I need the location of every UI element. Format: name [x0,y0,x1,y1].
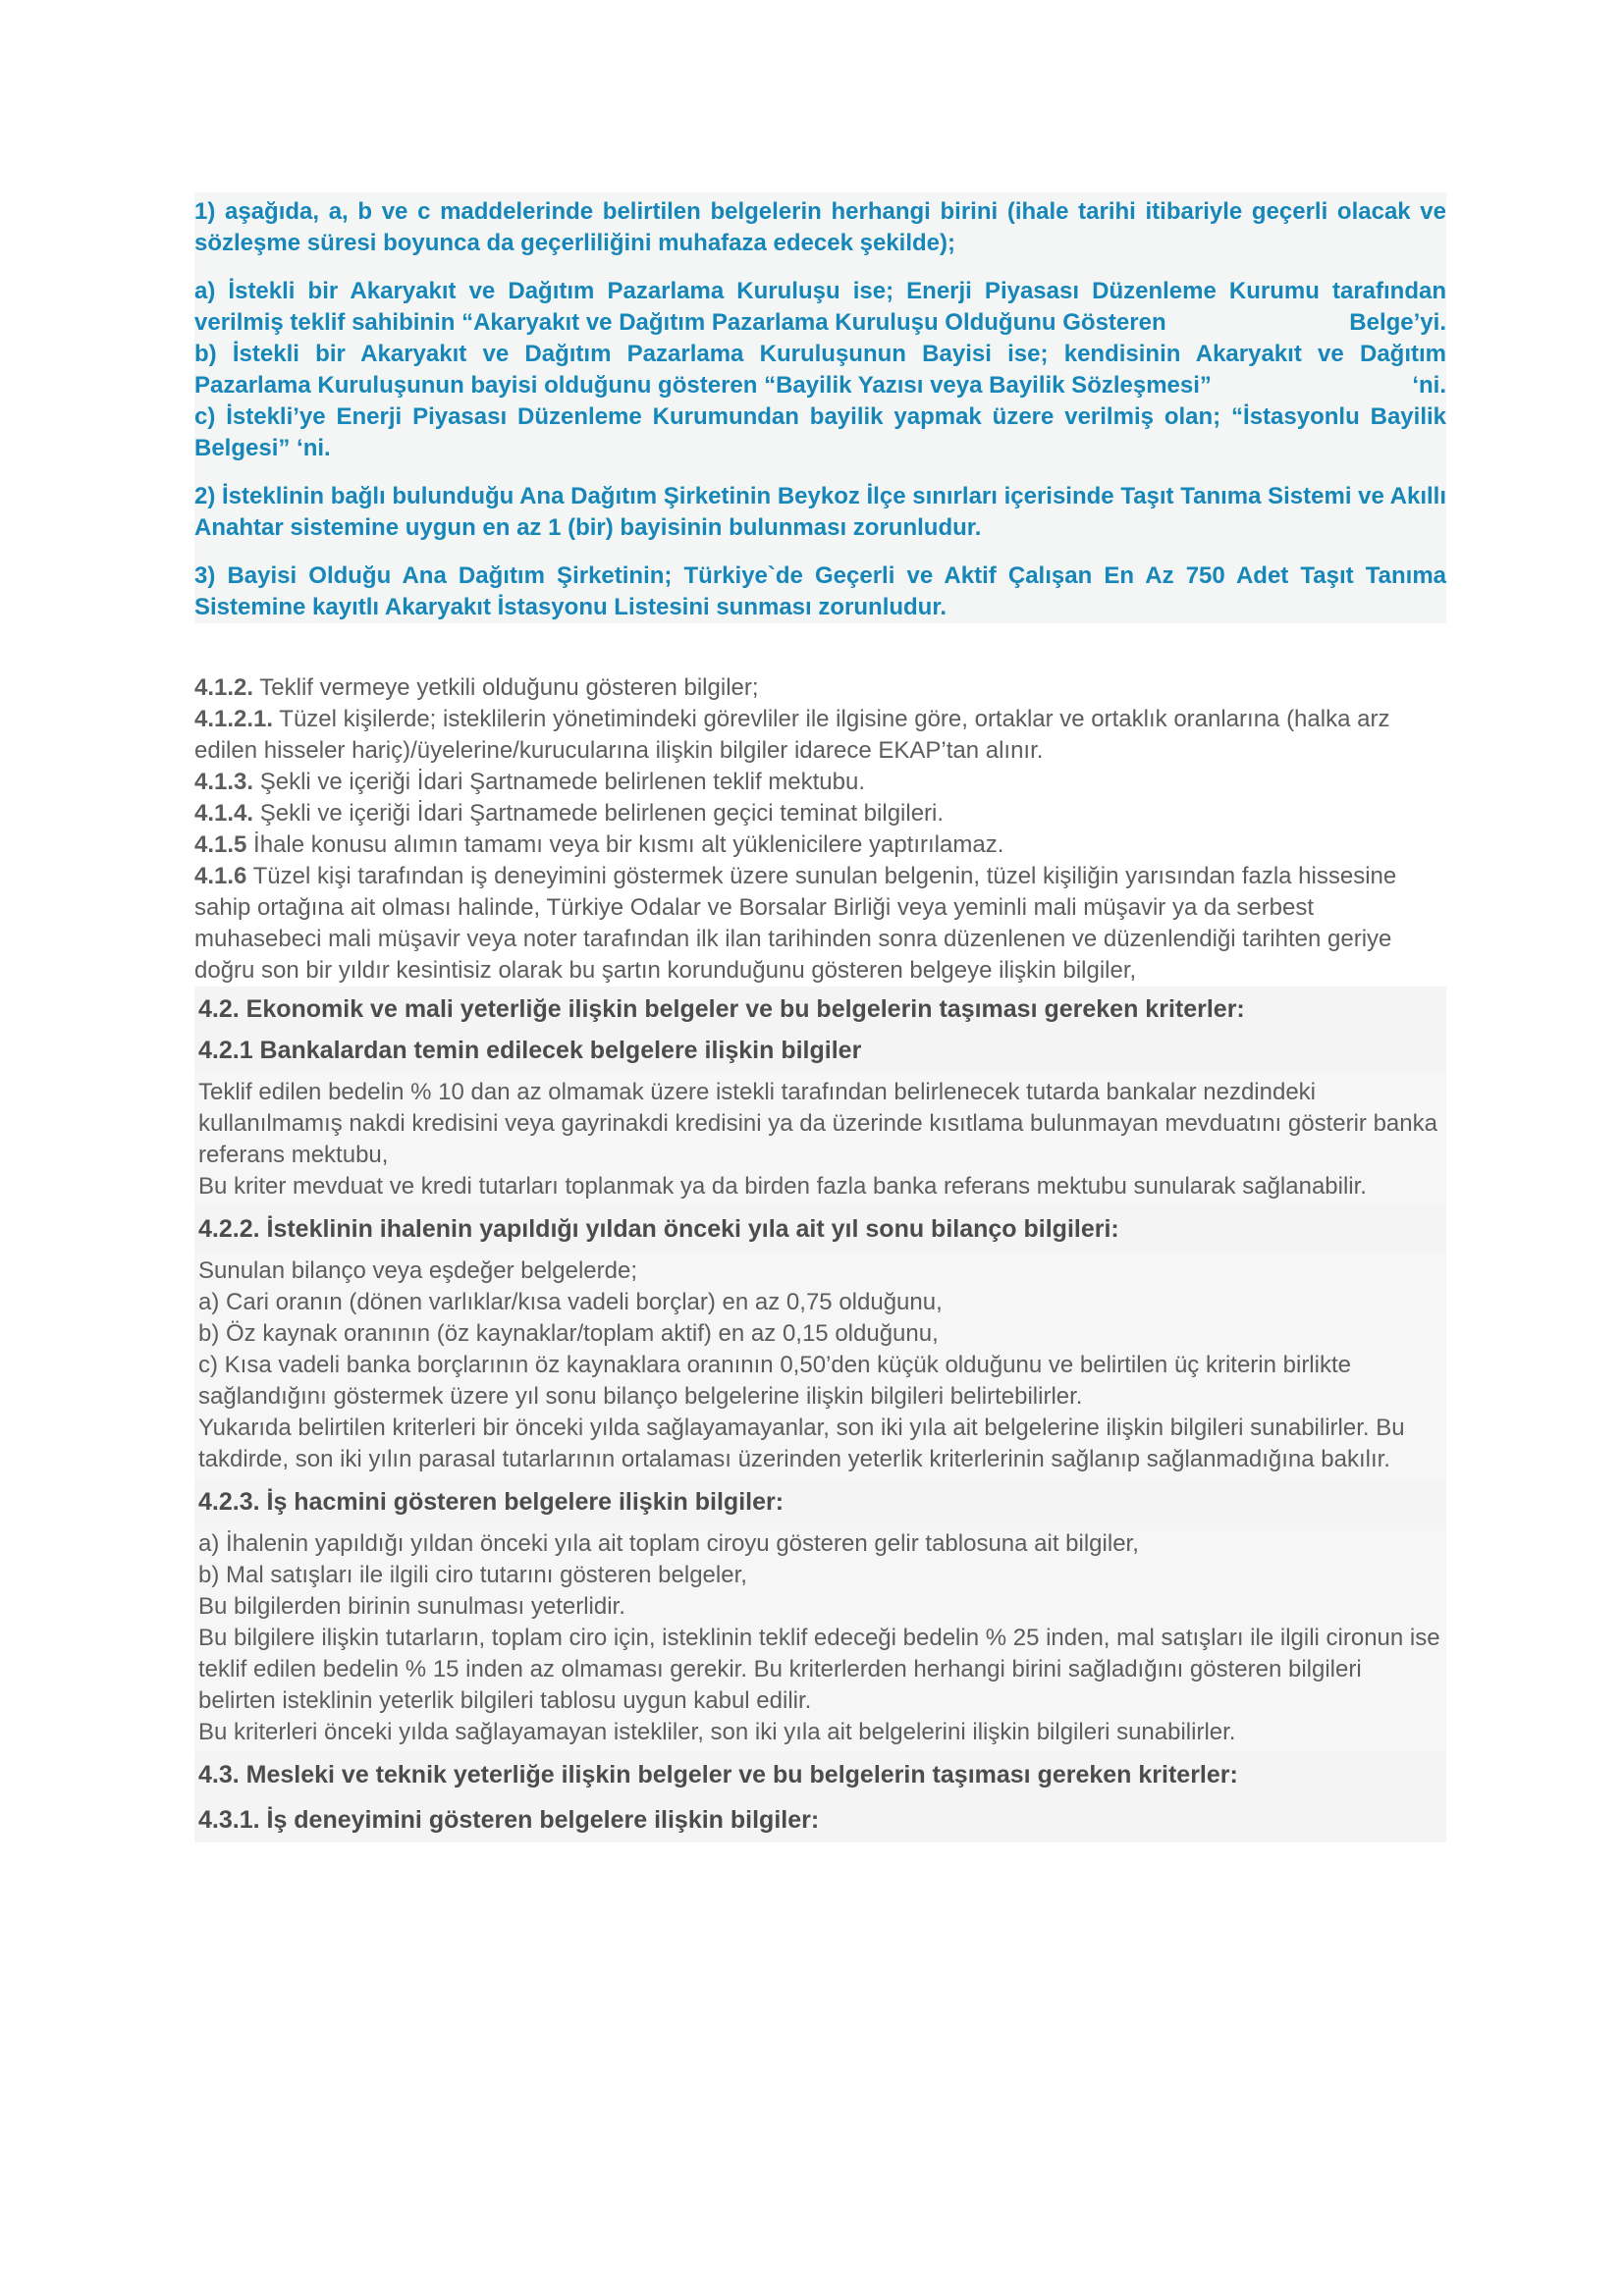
para-4-2-3-b: b) Mal satışları ile ilgili ciro tutarını gösteren belgeler, [198,1562,747,1588]
section-4-2 [194,987,1446,1752]
item-c: c) İstekli’ye Enerji Piyasası Düzenleme Kurumundan bayilik yapmak üzere verilmiş olan; “İstasyonlu Bayilik Belgesi” ‘ni. [194,403,1446,461]
item-3: 3) Bayisi Olduğu Ana Dağıtım Şirketinin; Türkiye`de Geçerli ve Aktif Çalışan En Az 750 Adet Taşıt Tanıma Sistemine kayıtlı Akaryakıt İstasyonu Listesini sunması zorunludur. [194,562,1446,620]
clause-4-1-3: 4.1.3. Şekli ve içeriği İdari Şartnamede belirlenen teklif mektubu. [194,769,866,795]
heading-4-2-3: 4.2.3. İş hacmini gösteren belgelere ilişkin bilgiler: [194,1479,1446,1524]
item-1: 1) aşağıda, a, b ve c maddelerinde belirtilen belgelerin herhangi birini (ihale tarihi itibariyle geçerli olacak ve sözleşme süresi boyunca da geçerliliğini muhafaza edecek şekilde); [194,198,1446,256]
para-4-2-2-d: Yukarıda belirtilen kriterleri bir önceki yılda sağlayamayanlar, son iki yıla ait belgelerine ilişkin bilgileri sunabilirler. Bu takdirde, son iki yılın parasal tutarlarının ortalaması üzerinden yeterlik kriterlerinin sağlanıp sağlanmadığına bakılır. [198,1415,1405,1472]
para-4-2-2-a: a) Cari oranın (dönen varlıklar/kısa vadeli borçlar) en az 0,75 olduğunu, [198,1289,943,1315]
heading-4-2: 4.2. Ekonomik ve mali yeterliğe ilişkin belgeler ve bu belgelerin taşıması gereken kriterler: [194,987,1446,1032]
document-page [194,192,1446,1842]
para-4-2-2-b: b) Öz kaynak oranının (öz kaynaklar/toplam aktif) en az 0,15 olduğunu, [198,1320,939,1347]
para-4-2-3-d: Bu bilgilere ilişkin tutarların, toplam ciro için, isteklinin teklif edeceği bedelin % 25 inden, mal satışları ile ilgili cironun ise teklif edilen bedelin % 15 inden az olmaması gerekir. Bu kriterlerden herhangi birini sağladığını gösteren bilgileri belirten isteklinin yeterlik bilgileri tablosu uygun kabul edilir. [198,1625,1440,1714]
para-4-2-1-a: Teklif edilen bedelin % 10 dan az olmamak üzere istekli tarafından belirlenecek tutarda bankalar nezdindeki kullanılmamış nakdi kredisini veya gayrinakdi kredisini ya da üzerinde kısıtlama bulunmayan mevduatını gösterir banka referans mektubu, [198,1079,1437,1168]
body-4-2-3 [194,1524,1446,1752]
item-a: a) İstekli bir Akaryakıt ve Dağıtım Pazarlama Kuruluşu ise; Enerji Piyasası Düzenleme Kurumu tarafından verilmiş teklif sahibinin “Akaryakıt ve Dağıtım Pazarlama Kuruluşu Olduğunu Gösteren Belge’yi. [194,278,1446,336]
para-4-2-3-a: a) İhalenin yapıldığı yıldan önceki yıla ait toplam ciroyu gösteren gelir tablosuna ait bilgiler, [198,1530,1139,1557]
requirements-block [194,192,1446,623]
section-4-1 [194,672,1446,987]
heading-4-3-1: 4.3.1. İş deneyimini gösteren belgelere ilişkin bilgiler: [194,1797,1446,1842]
heading-4-2-1: 4.2.1 Bankalardan temin edilecek belgelere ilişkin bilgiler [194,1032,1446,1073]
item-2: 2) İsteklinin bağlı bulunduğu Ana Dağıtım Şirketinin Beykoz İlçe sınırları içerisinde Taşıt Tanıma Sistemi ve Akıllı Anahtar sistemine uygun en az 1 (bir) bayisinin bulunması zorunludur. [194,483,1446,541]
body-4-2-1 [194,1073,1446,1206]
heading-4-2-2: 4.2.2. İsteklinin ihalenin yapıldığı yıldan önceki yıla ait yıl sonu bilanço bilgileri: [194,1206,1446,1252]
para-4-2-3-c: Bu bilgilerden birinin sunulması yeterlidir. [198,1593,625,1620]
clause-4-1-2: 4.1.2. Teklif vermeye yetkili olduğunu gösteren bilgiler; [194,674,759,701]
heading-4-3: 4.3. Mesleki ve teknik yeterliğe ilişkin belgeler ve bu belgelerin taşıması gereken kriterler: [194,1752,1446,1797]
clause-4-1-4: 4.1.4. Şekli ve içeriği İdari Şartnamede belirlenen geçici teminat bilgileri. [194,800,945,827]
section-4-3 [194,1752,1446,1842]
item-b: b) İstekli bir Akaryakıt ve Dağıtım Pazarlama Kuruluşunun Bayisi ise; kendisinin Akaryakıt ve Dağıtım Pazarlama Kuruluşunun bayisi olduğunu gösteren “Bayilik Yazısı veya Bayilik Sözleşmesi” ‘ni. [194,341,1446,399]
para-4-2-2-c: c) Kısa vadeli banka borçlarının öz kaynaklara oranının 0,50’den küçük olduğunu ve belirtilen üç kriterin birlikte sağlandığını göstermek üzere yıl sonu bilanço belgelerine ilişkin bilgileri belirtebilirler. [198,1352,1351,1410]
clause-4-1-5: 4.1.5 İhale konusu alımın tamamı veya bir kısmı alt yüklenicilere yaptırılamaz. [194,831,1004,858]
para-4-2-2-0: Sunulan bilanço veya eşdeğer belgelerde; [198,1257,637,1284]
para-4-2-1-b: Bu kriter mevduat ve kredi tutarları toplanmak ya da birden fazla banka referans mektubu sunularak sağlanabilir. [198,1173,1367,1200]
body-4-2-2 [194,1252,1446,1479]
clause-4-1-6: 4.1.6 Tüzel kişi tarafından iş deneyimini göstermek üzere sunulan belgenin, tüzel kişiliğin yarısından fazla hissesine sahip ortağına ait olması halinde, Türkiye Odalar ve Borsalar Birliği veya yeminli mali müşavir ya da serbest muhasebeci mali müşavir veya noter tarafından ilk ilan tarihinden sonra düzenlenen ve düzenlendiği tarihten geriye doğru son bir yıldır kesintisiz olarak bu şartın korunduğunu gösteren belgeye ilişkin bilgiler, [194,863,1397,984]
para-4-2-3-e: Bu kriterleri önceki yılda sağlayamayan istekliler, son iki yıla ait belgelerini ilişkin bilgileri sunabilirler. [198,1719,1236,1745]
clause-4-1-2-1: 4.1.2.1. Tüzel kişilerde; isteklilerin yönetimindeki görevliler ile ilgisine göre, ortaklar ve ortaklık oranlarına (halka arz edilen hisseler hariç)/üyelerine/kurucularına ilişkin bilgiler idarece EKAP’tan alınır. [194,706,1390,764]
